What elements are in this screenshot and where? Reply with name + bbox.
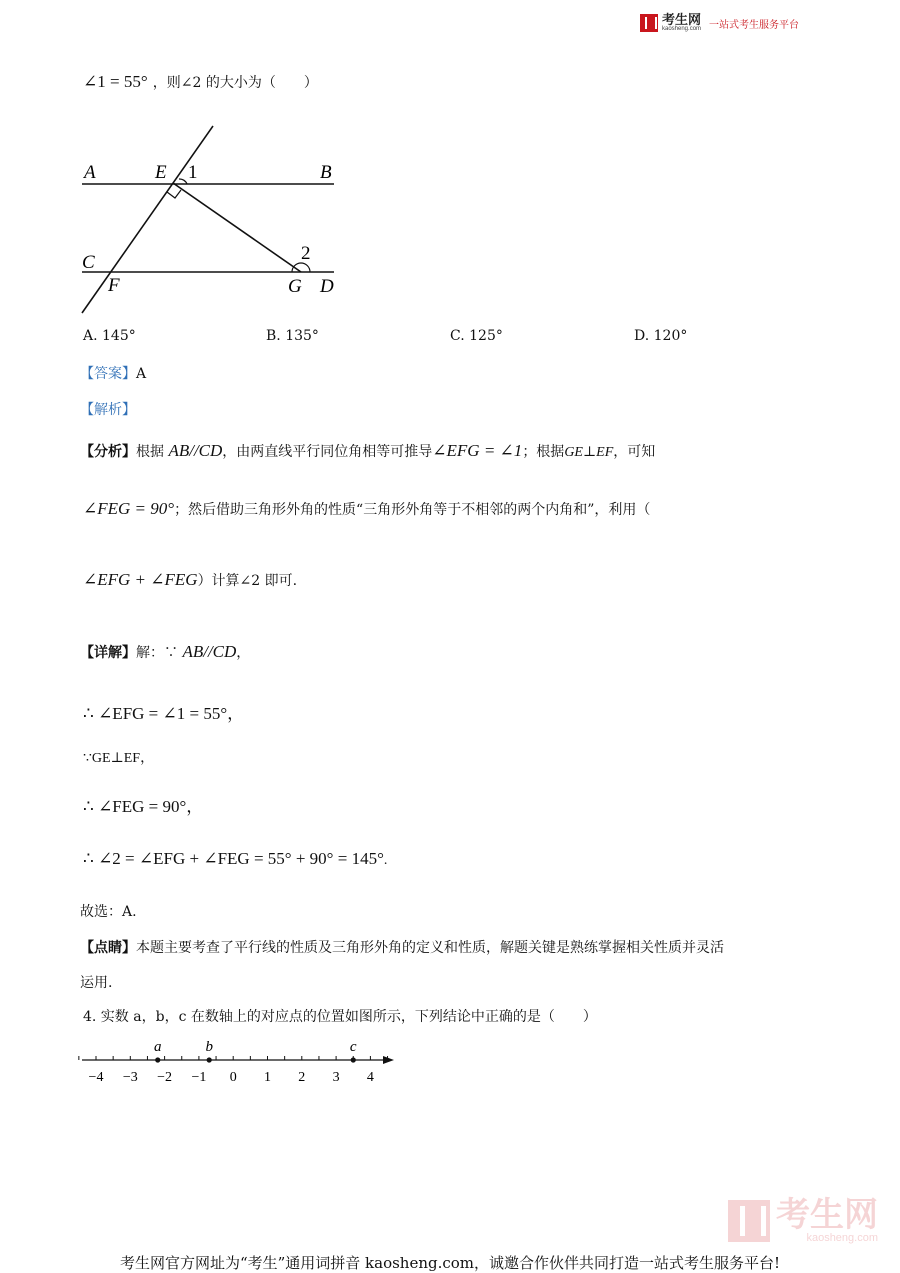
comment-line-2: 运用.	[80, 975, 113, 991]
footer: 考生网官方网址为“考生”通用词拼音 kaosheng.com，诚邀合作伙伴共同打造一站式考生服务平台!	[119, 1254, 781, 1272]
number-line-point-label-c: c	[349, 1039, 357, 1055]
number-line-point-label-b: b	[205, 1039, 213, 1055]
label-c: C	[82, 252, 95, 273]
fenxi-math-3: GE⊥EF	[564, 445, 614, 460]
answer-line	[80, 363, 146, 383]
option-d	[634, 328, 687, 344]
option-d-letter: D.	[634, 328, 650, 344]
answer-value: A	[136, 366, 147, 382]
label-a: A	[84, 162, 96, 183]
fenxi-text-2: ，由两直线平行同位角相等可推导	[222, 444, 433, 460]
option-d-value: 120°	[653, 328, 688, 344]
fenxi-line-1	[80, 441, 655, 461]
option-a	[83, 328, 136, 344]
answer-tag: 【答案】	[80, 366, 136, 382]
number-line-tick-label: −4	[88, 1070, 104, 1085]
comment-text-1: 本题主要考查了平行线的性质及三角形外角的定义和性质，解题关键是熟练掌握相关性质并灵活	[136, 940, 724, 956]
watermark	[728, 1198, 878, 1244]
option-a-letter: A.	[83, 328, 98, 344]
brand-logo-icon	[640, 14, 658, 32]
brand-text	[662, 14, 701, 32]
option-c	[450, 328, 503, 344]
label-angle-2: 2	[301, 243, 311, 264]
geometry-figure	[70, 120, 350, 320]
number-line-point-label-a: a	[153, 1039, 162, 1055]
number-line-tick-label: −2	[157, 1070, 173, 1085]
label-f: F	[108, 275, 120, 296]
brand-slogan: 一站式考生服务平台	[709, 19, 800, 31]
number-line-tick-label: 0	[229, 1070, 237, 1085]
brand-domain: kaosheng.com	[662, 26, 702, 32]
number-line	[78, 1036, 398, 1088]
number-line-point-b	[207, 1057, 212, 1062]
fenxi-text-5: ；然后借助三角形外角的性质“三角形外角等于不相邻的两个内角和”，利用（	[174, 502, 651, 518]
number-line-point-c	[351, 1057, 356, 1062]
fenxi-math-1: AB//CD	[168, 441, 223, 460]
detail-line-2: ∵GE⊥EF，	[83, 751, 155, 766]
segment-eg	[173, 183, 301, 272]
fenxi-line-3	[83, 570, 297, 590]
brand-name: 考生网	[662, 12, 702, 27]
label-g: G	[288, 276, 302, 297]
fenxi-text-3: ；根据	[522, 444, 565, 460]
detail-tag: 【详解】	[80, 645, 136, 661]
header-brand	[640, 14, 799, 32]
watermark-logo-icon	[728, 1200, 770, 1242]
option-b-letter: B.	[266, 328, 281, 344]
number-line-point-a	[155, 1057, 160, 1062]
fenxi-text-4: ，可知	[613, 444, 656, 460]
transversal-ef	[82, 126, 213, 313]
detail-comma: ，	[236, 645, 251, 661]
detail-line-4-math: ∴ ∠2 = ∠EFG + ∠FEG = 55° + 90° = 145°	[83, 849, 384, 868]
comment-line-1	[80, 937, 724, 957]
option-b-value: 135°	[285, 328, 319, 344]
right-angle-mark	[167, 190, 181, 198]
analysis-tag: 【解析】	[80, 402, 136, 418]
number-line-tick-label: 2	[298, 1070, 306, 1085]
fenxi-tag: 【分析】	[80, 444, 136, 460]
option-b	[266, 328, 319, 344]
number-line-tick-label: −1	[191, 1070, 207, 1085]
detail-intro: 解：∵	[136, 645, 178, 661]
number-line-tick-label: 4	[366, 1070, 374, 1085]
number-line-tick-label: 1	[264, 1070, 271, 1085]
q4-stem: 4. 实数 a，b，c 在数轴上的对应点的位置如图所示，下列结论中正确的是（ ）	[83, 1009, 597, 1025]
detail-line-4-end: .	[383, 853, 388, 868]
label-b: B	[320, 162, 332, 183]
q3-stem-text: ，则∠2 的大小为（ ）	[152, 75, 318, 91]
choice-line: 故选：A.	[80, 904, 137, 920]
watermark-text	[776, 1198, 878, 1244]
number-line-arrow-icon	[383, 1056, 394, 1064]
number-line-tick-label: −3	[122, 1070, 138, 1085]
number-line-tick-label: 3	[332, 1070, 340, 1085]
option-c-letter: C.	[450, 328, 465, 344]
watermark-name: 考生网	[776, 1196, 878, 1234]
option-a-value: 145°	[102, 328, 136, 344]
q3-given-math: ∠1 = 55°	[83, 72, 148, 91]
detail-math-0: AB//CD	[182, 642, 237, 661]
fenxi-math-4: ∠FEG = 90°	[83, 499, 175, 518]
q3-stem	[83, 72, 318, 92]
comment-tag: 【点睛】	[80, 940, 136, 956]
label-d: D	[320, 276, 334, 297]
watermark-domain: kaosheng.com	[806, 1232, 878, 1244]
label-angle-1: 1	[188, 162, 198, 183]
fenxi-math-2: ∠EFG = ∠1	[432, 441, 523, 460]
option-c-value: 125°	[469, 328, 503, 344]
fenxi-math-5: ∠EFG + ∠FEG	[83, 570, 198, 589]
detail-line-1: ∴ ∠EFG = ∠1 = 55°，	[83, 704, 245, 723]
fenxi-text-1: 根据	[136, 444, 164, 460]
fenxi-text-6: ）计算∠2 即可.	[197, 573, 298, 589]
detail-line-3: ∴ ∠FEG = 90°，	[83, 797, 204, 816]
fenxi-line-2	[83, 499, 650, 519]
detail-line-4	[83, 849, 387, 869]
label-e: E	[155, 162, 167, 183]
detail-line-0	[80, 642, 250, 662]
